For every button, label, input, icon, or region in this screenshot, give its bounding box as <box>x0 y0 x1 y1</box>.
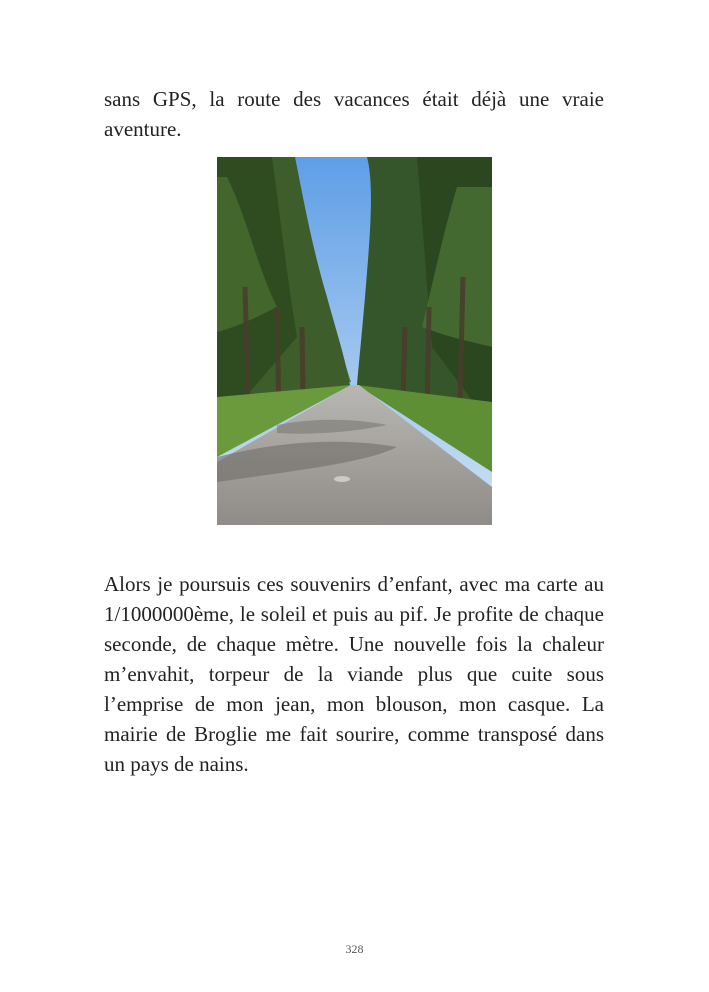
tree-lined-road-photo <box>217 157 492 525</box>
page-number: 328 <box>345 942 364 956</box>
paragraph-1: sans GPS, la route des vacances était déjà une vraie aventure. <box>104 87 604 141</box>
paragraph-2: Alors je poursuis ces souvenirs d’enfant, avec ma carte au 1/1000000ème, le soleil et puis au pif. Je profite de chaque seconde, de chaque mètre. Une nouvelle fois la chaleur m’envahit, torpeur de la viande plus que cuite sous l’emprise de mon jean, mon blouson, mon casque. La mairie de Broglie me fait sourire, comme transposé dans un pays de nains. <box>104 572 604 776</box>
